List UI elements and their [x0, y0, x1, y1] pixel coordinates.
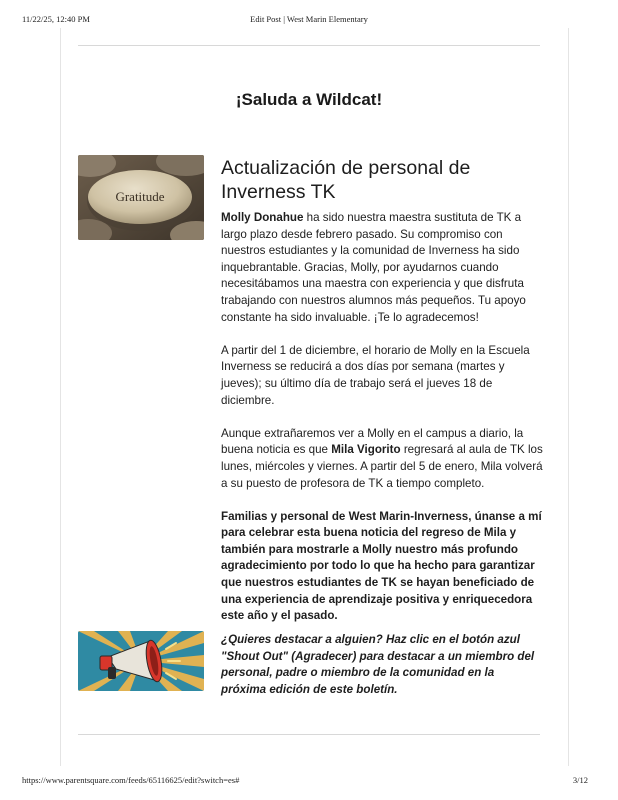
molly-name: Molly Donahue: [221, 211, 304, 224]
paragraph-1-text: ha sido nuestra maestra sustituta de TK a largo plazo desde febrero pasado. Su compromiso con nuestros estudiantes y la comunidad de Inverness ha sido inquebrantable. Gracias, Molly, por ayudarnos cuando necesitábamos una maestra con experiencia y que disfruta trabajando con nuestros alumnos más pequeños. Tu apoyo constante ha sido invaluable. ¡Te lo agradecemos!: [221, 211, 526, 324]
section-heading: ¡Saluda a Wildcat!: [235, 90, 383, 109]
megaphone-image-svg: [78, 631, 204, 691]
paragraph-4-text: Familias y personal de West Marin-Inverness, únanse a mí para celebrar esta buena noticia del regreso de Mila y también para mostrarle a Molly nuestro más profundo agradecimiento por todo lo que ha hecho para garantizar que nuestros estudiantes de TK se hayan beneficiado de una experiencia de aprendizaje positiva y enriquecedora este año y el pasado.: [221, 509, 542, 623]
megaphone-image: [78, 631, 204, 691]
paragraph-2: A partir del 1 de diciembre, el horario de Molly en la Escuela Inverness se reducirá a dos días por semana (martes y jueves); su último día de trabajo será el jueves 18 de diciembre.: [221, 343, 530, 407]
paragraph-3-after: regresará al aula de TK los lunes, miércoles y viernes. A partir del 5 de enero, Mila volverá a su puesto de profesora de TK a tiempo completo.: [221, 443, 543, 490]
article-title: Actualización de personal de Inverness TK: [221, 157, 471, 203]
print-page-title: Edit Post | West Marin Elementary: [250, 14, 368, 24]
shout-out-text: ¿Quieres destacar a alguien? Haz clic en el botón azul "Shout Out" (Agradecer) para destacar a un miembro del personal, padre o miembro de la comunidad en la próxima edición de este boletín.: [221, 633, 535, 696]
right-border: [568, 28, 569, 766]
left-border: [60, 28, 61, 766]
print-datetime: 11/22/25, 12:40 PM: [22, 14, 90, 24]
paragraph-1: [221, 210, 546, 326]
gratitude-image-svg: [78, 155, 204, 240]
paragraph-4: [221, 509, 546, 625]
mila-name: Mila Vigorito: [331, 443, 401, 457]
stone-text: Gratitude: [115, 189, 165, 204]
paragraph-3-before: Aunque extrañaremos ver a Molly en el campus a diario, la buena noticia es que: [221, 426, 524, 457]
print-page-number: 3/12: [572, 775, 588, 785]
print-url: https://www.parentsquare.com/feeds/65116625/edit?switch=es#: [22, 775, 240, 785]
bottom-divider: [78, 734, 540, 735]
top-divider: [78, 45, 540, 46]
article-body: [221, 210, 546, 641]
paragraph-3: [221, 426, 546, 492]
gratitude-stone-image: [78, 155, 204, 240]
